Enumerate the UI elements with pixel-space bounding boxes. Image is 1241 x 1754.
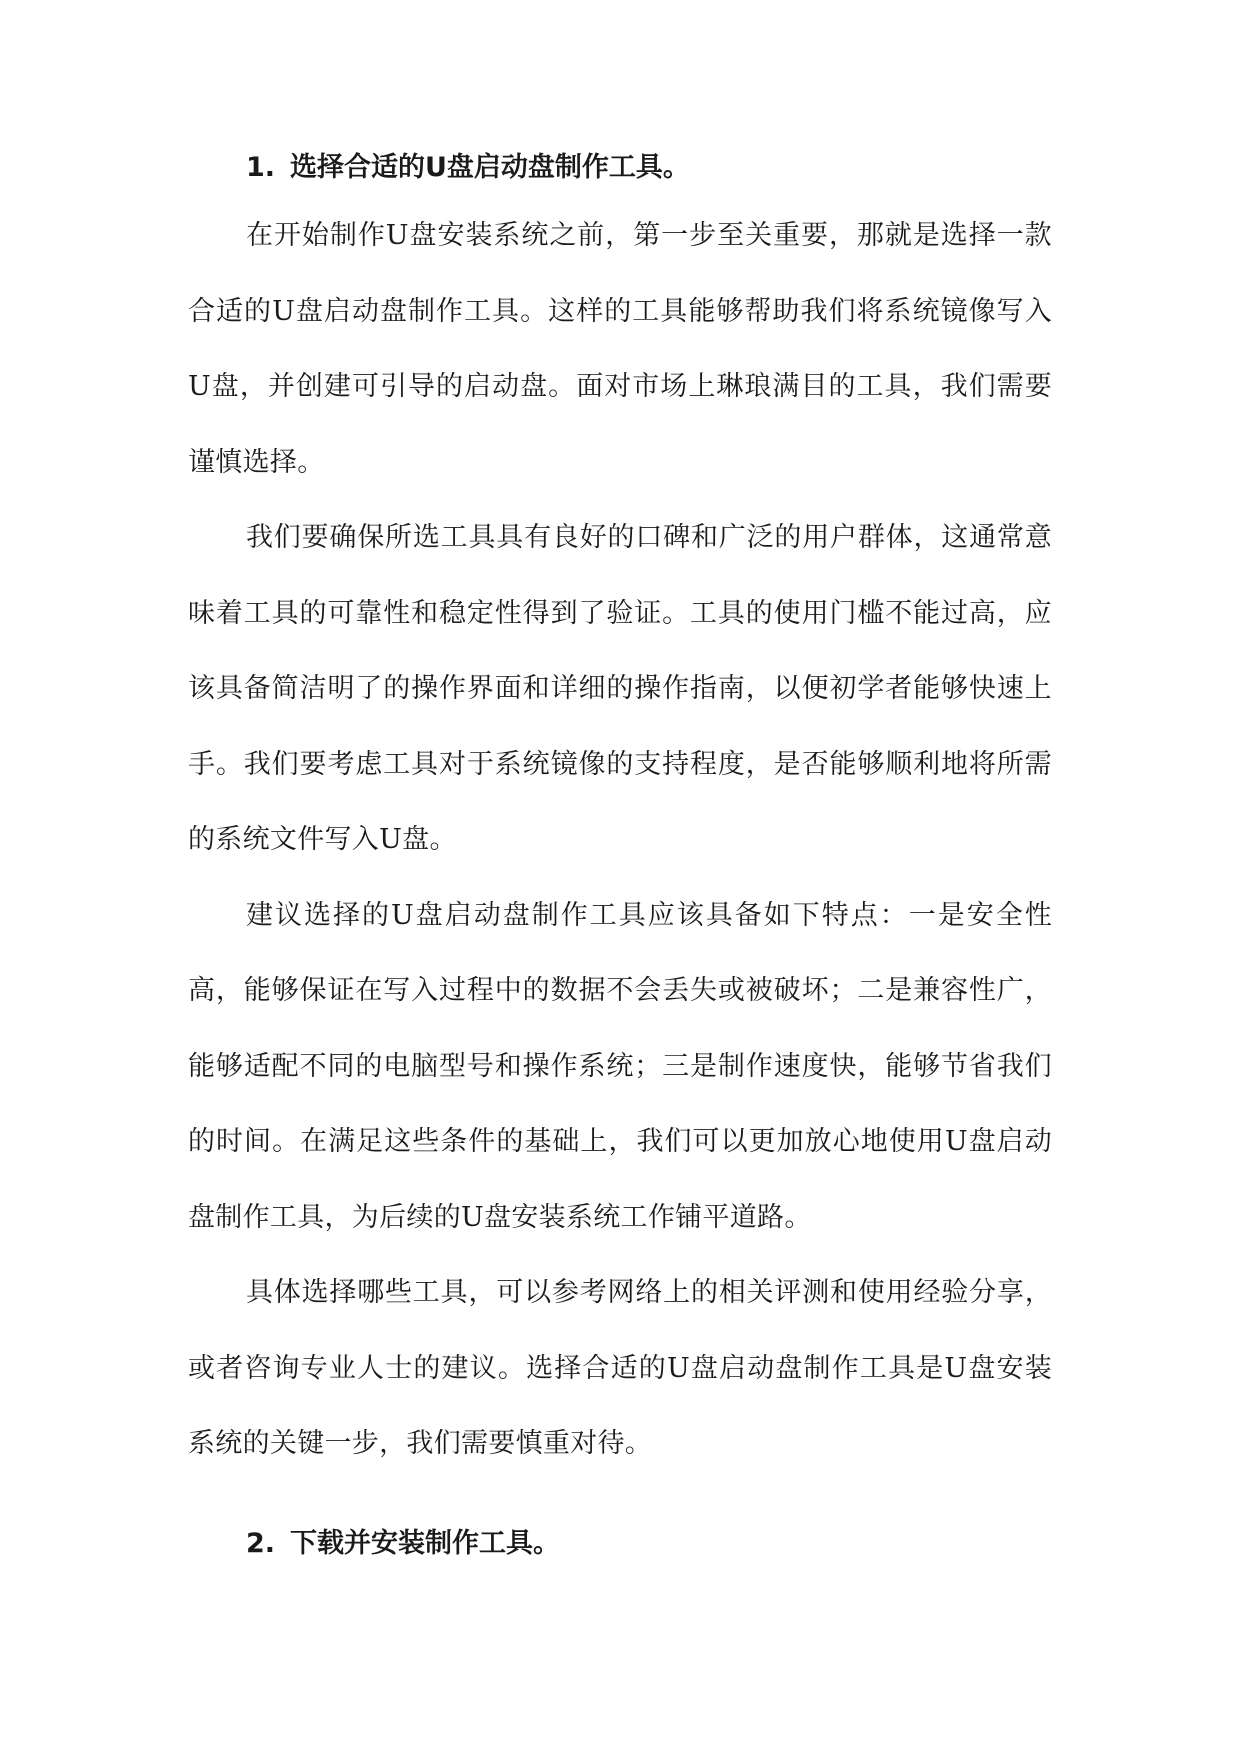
section-1-heading: [188, 142, 1052, 194]
paragraph-1: 在开始制作U盘安装系统之前，第一步至关重要，那就是选择一款合适的U盘启动盘制作工具。这样的工具能够帮助我们将系统镜像写入U盘，并创建可引导的启动盘。面对市场上琳琅满目的工具，我们需要谨慎选择。: [188, 220, 1052, 478]
paragraph-4: 具体选择哪些工具，可以参考网络上的相关评测和使用经验分享，或者咨询专业人士的建议。选择合适的U盘启动盘制作工具是U盘安装系统的关键一步，我们需要慎重对待。: [188, 1277, 1052, 1459]
section-1: [188, 142, 1052, 194]
section-1-title: 选择合适的U盘启动盘制作工具。: [290, 152, 690, 183]
paragraph-3: 建议选择的U盘启动盘制作工具应该具备如下特点：一是安全性高，能够保证在写入过程中的数据不会丢失或被破坏；二是兼容性广，能够适配不同的电脑型号和操作系统；三是制作速度快，能够节省我们的时间。在满足这些条件的基础上，我们可以更加放心地使用U盘启动盘制作工具，为后续的U盘安装系统工作铺平道路。: [188, 899, 1052, 1233]
paragraph-2: 我们要确保所选工具具有良好的口碑和广泛的用户群体，这通常意味着工具的可靠性和稳定性得到了验证。工具的使用门槛不能过高，应该具备简洁明了的操作界面和详细的操作指南，以便初学者能够快速上手。我们要考虑工具对于系统镜像的支持程度，是否能够顺利地将所需的系统文件写入U盘。: [188, 522, 1052, 855]
section-2: [188, 1518, 1052, 1570]
section-2-title: 下载并安装制作工具。: [290, 1527, 560, 1559]
section-2-number: 2.: [246, 1527, 276, 1559]
section-1-number: 1.: [246, 152, 276, 183]
section-2-heading: [188, 1518, 1052, 1570]
document-body: [188, 142, 1052, 1570]
